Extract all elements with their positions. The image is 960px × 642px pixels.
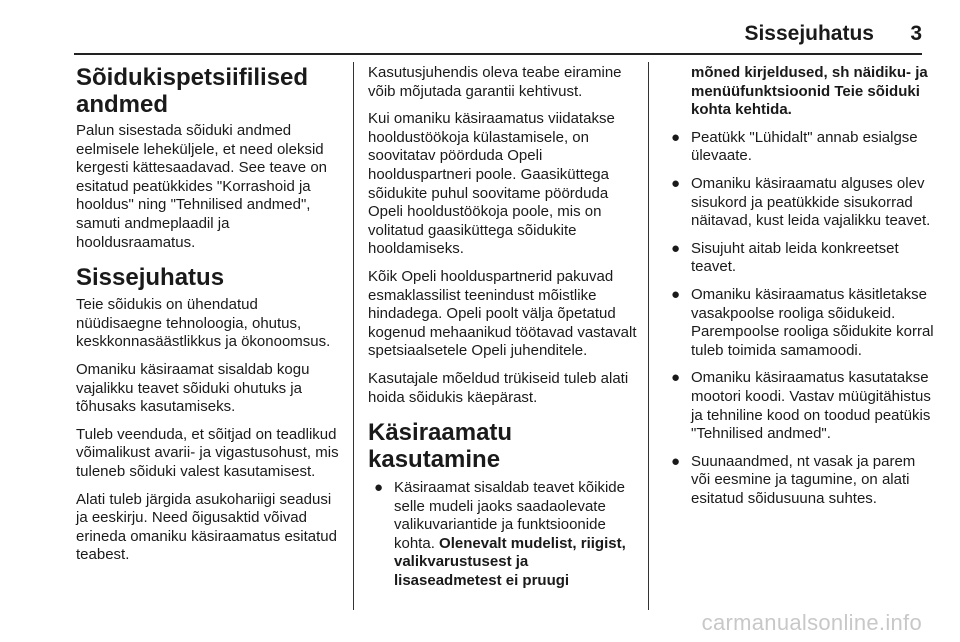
list-item-text: Omaniku käsiraamatus kasutatakse mootori koodi. Vastav müügitähistus ja tehniline kood on toodud peatükis "Tehnilised andmed". [691, 369, 931, 443]
column-1 [76, 64, 341, 574]
list-item [665, 240, 935, 277]
list-item-bold-text: Olenevalt mudelist, riigist, valikvarustusest ja lisaseadmetest ei pruugi [394, 534, 626, 590]
header-divider [74, 53, 922, 55]
heading-introduction: Sissejuhatus [76, 264, 225, 292]
paragraph: Kasutusjuhendis oleva teabe eiramine võib mõjutada garantii kehtivust. [368, 64, 622, 100]
watermark: carmanualsonline.info [701, 610, 922, 635]
paragraph: Kasutajale mõeldud trükiseid tuleb alati hoida sõidukis käepärast. [368, 369, 629, 406]
list-item-text: Omaniku käsiraamatu alguses olev sisukord ja peatükkide sisukorrad näitavad, kust leida vajalikku teavet. [691, 174, 931, 230]
bullet-icon: ● [671, 369, 681, 387]
list-item-text: Peatükk "Lühidalt" annab esialgse ülevaate. [691, 128, 918, 165]
bullet-icon: ● [671, 285, 681, 303]
bullet-list [368, 479, 638, 591]
paragraph: Palun sisestada sõiduki andmed eelmisele leheküljele, et need oleksid kergesti kättesaadavad. See teave on esitatud peatükkides "Korrashoid ja hooldus" ning "Tehnilised andmed", samuti andmeplaadil ja hooldusraamatus. [76, 122, 328, 251]
list-item [665, 286, 935, 360]
paragraph: Kui omaniku käsiraamatus viidatakse hooldustöökoja külastamisele, on soovitatav pöörduda Opeli hoolduspartneri poole. Gaasiküttega sõidukite puhul soovitame pöörduda Opeli hooldustöökoja poole, mis on volitatud gaasiküttega sõidukite hooldamiseks. [368, 110, 615, 258]
paragraph: Alati tuleb järgida asukohariigi seadusi ja eeskirju. Need õigusaktid võivad erineda omaniku käsiraamatus esitatud teabest. [76, 490, 337, 564]
bullet-icon: ● [671, 174, 681, 192]
bullet-icon: ● [671, 452, 681, 470]
heading-vehicle-data: Sõidukispetsiifilised andmed [76, 64, 309, 118]
list-item-text: Omaniku käsiraamatus käsitletakse vasakpoolse rooliga sõidukeid. Parempoolse rooliga sõidukite korral tuleb toimida samamoodi. [691, 285, 934, 359]
paragraph: Omaniku käsiraamat sisaldab kogu vajalikku teavet sõiduki ohutuks ja tõhusaks kasutamiseks. [76, 360, 310, 416]
list-item [665, 129, 935, 166]
list-item-text: Sisujuht aitab leida konkreetset teavet. [691, 239, 899, 276]
column-divider-1 [353, 62, 354, 610]
list-item [665, 175, 935, 231]
list-item [665, 369, 935, 443]
list-item [665, 453, 935, 509]
column-divider-2 [648, 62, 649, 610]
bullet-icon: ● [671, 239, 681, 257]
list-item [368, 479, 638, 591]
page-number: 3 [910, 22, 922, 45]
list-item-text: Käsiraamat sisaldab teavet kõikide selle mudeli jaoks saadaolevate valikuvariantide ja funktsioonide kohta. [394, 479, 625, 552]
paragraph: Teie sõidukis on ühendatud nüüdisaegne tehnoloogia, ohutus, keskkonnasäästlikkus ja ökonoomsus. [76, 296, 331, 351]
bullet-icon: ● [374, 479, 384, 497]
header-title: Sissejuhatus [744, 22, 874, 45]
heading-using-manual: Käsiraamatu kasutamine [368, 419, 513, 474]
paragraph: Kõik Opeli hoolduspartnerid pakuvad esmaklassilist teenindust mõistlike hindadega. Opeli poolt välja õpetatud kogenud mehaanikud töötavad vastavalt spetsiaalsetele Opeli juhenditele. [368, 267, 637, 360]
continued-bold-text: mõned kirjeldused, sh näidiku- ja menüüfunktsioonid Teie sõiduki kohta kehtida. [691, 64, 928, 119]
list-item-text: Suunaandmed, nt vasak ja parem või eesmine ja tagumine, on alati esitatud sõidusuuna suhtes. [691, 452, 916, 507]
paragraph: Tuleb veenduda, et sõitjad on teadlikud võimalikust avarii- ja vigastusohust, mis tuleneb sõiduki valest kasutamisest. [76, 425, 339, 480]
bullet-list [665, 129, 935, 509]
column-2 [368, 64, 638, 600]
bullet-icon: ● [671, 128, 681, 146]
column-3 [665, 64, 935, 517]
